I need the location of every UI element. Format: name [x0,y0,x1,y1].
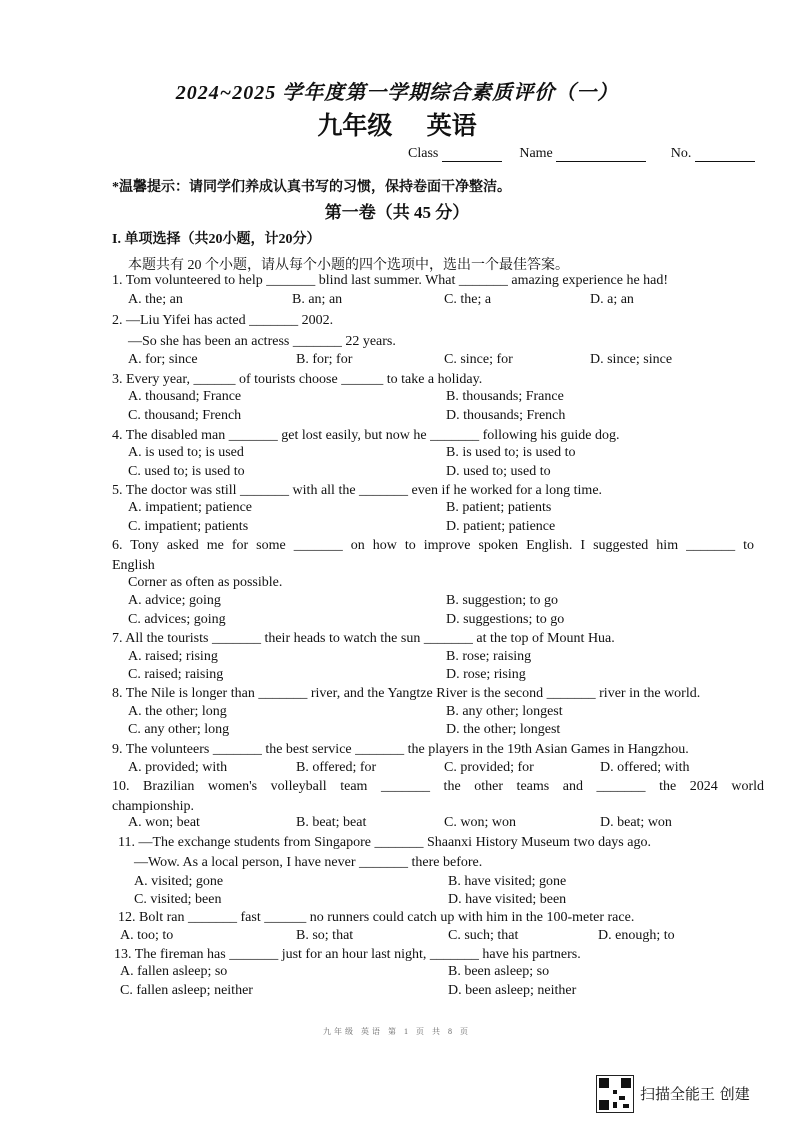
question-3-option-c[interactable]: C. thousand; French [128,408,242,423]
question-13-option-c[interactable]: C. fallen asleep; neither [120,983,253,998]
question-5-option-a[interactable]: A. impatient; patience [128,500,253,515]
qr-code-icon [596,1075,634,1113]
question-11-option-a[interactable]: A. visited; gone [134,874,224,889]
question-4-option-d[interactable]: D. used to; used to [446,464,551,479]
question-6-option-a[interactable]: A. advice; going [128,593,221,608]
question-3-option-a[interactable]: A. thousand; France [128,389,242,404]
exam-title: 2024~2025 学年度第一学期综合素质评价（一） [175,82,619,104]
question-5-stem: 5. The doctor was still _______ with all the _______ even if he worked for a long time. [112,483,603,498]
scanner-brand: 扫描全能王 创建 [640,1085,750,1103]
question-10-stem: championship. [112,799,195,814]
question-2-option-a[interactable]: A. for; since [128,352,198,367]
question-6-option-d[interactable]: D. suggestions; to go [446,612,565,627]
question-7-option-a[interactable]: A. raised; rising [128,649,218,664]
question-1-option-c[interactable]: C. the; a [444,292,492,307]
question-1-stem: 1. Tom volunteered to help _______ blind last summer. What _______ amazing experience he had! [112,273,669,288]
question-2-stem: —So she has been an actress _______ 22 years. [128,334,396,349]
question-12-option-b[interactable]: B. so; that [296,928,354,943]
question-4-option-a[interactable]: A. is used to; is used [128,445,244,460]
question-13-option-d[interactable]: D. been asleep; neither [448,983,577,998]
student-info-line [408,146,755,162]
question-12-stem: 12. Bolt ran _______ fast ______ no runners could catch up with him in the 100-meter race. [118,910,635,925]
question-5-option-d[interactable]: D. patient; patience [446,519,556,534]
question-5-option-c[interactable]: C. impatient; patients [128,519,249,534]
question-13-option-a[interactable]: A. fallen asleep; so [120,964,228,979]
name-field[interactable] [556,147,646,162]
question-12-option-a[interactable]: A. too; to [120,928,174,943]
question-2-option-b[interactable]: B. for; for [296,352,353,367]
question-11-stem: 11. —The exchange students from Singapore _______ Shaanxi History Museum two days ago. [118,835,651,850]
question-4-option-b[interactable]: B. is used to; is used to [446,445,576,460]
page-footer: 九年级 英语 第 1 页 共 8 页 [323,1027,471,1036]
question-12-option-c[interactable]: C. such; that [448,928,519,943]
number-field[interactable] [695,147,755,162]
question-2-stem: 2. —Liu Yifei has acted _______ 2002. [112,313,334,328]
question-6-option-c[interactable]: C. advices; going [128,612,226,627]
class-field[interactable] [442,147,502,162]
question-13-option-b[interactable]: B. been asleep; so [448,964,550,979]
question-11-option-b[interactable]: B. have visited; gone [448,874,567,889]
question-10-option-a[interactable]: A. won; beat [128,815,200,830]
question-10-option-d[interactable]: D. beat; won [600,815,672,830]
question-11-stem: —Wow. As a local person, I have never _______ there before. [134,855,483,870]
question-1-option-d[interactable]: D. a; an [590,292,634,307]
question-9-option-d[interactable]: D. offered; with [600,760,690,775]
question-4-option-c[interactable]: C. used to; is used to [128,464,245,479]
question-3-option-d[interactable]: D. thousands; French [446,408,566,423]
question-7-option-d[interactable]: D. rose; rising [446,667,526,682]
question-7-stem: 7. All the tourists _______ their heads to watch the sun _______ at the top of Mount Hua. [112,631,615,646]
question-9-option-b[interactable]: B. offered; for [296,760,377,775]
question-1-option-b[interactable]: B. an; an [292,292,343,307]
question-9-option-c[interactable]: C. provided; for [444,760,534,775]
question-6-stem: Corner as often as possible. [128,575,283,590]
question-6-option-b[interactable]: B. suggestion; to go [446,593,559,608]
section-intro: 本题共有 20 个小题，请从每个小题的四个选项中，选出一个最佳答案。 [128,258,569,273]
question-12-option-d[interactable]: D. enough; to [598,928,675,943]
tip-text: *温馨提示：请同学们养成认真书写的习惯，保持卷面干净整洁。 [112,180,511,195]
question-7-option-b[interactable]: B. rose; raising [446,649,532,664]
question-8-option-b[interactable]: B. any other; longest [446,704,563,719]
question-8-stem: 8. The Nile is longer than _______ river, and the Yangtze River is the second _______ river in the world. [112,686,701,701]
question-3-stem: 3. Every year, ______ of tourists choose ______ to take a holiday. [112,372,483,387]
question-13-stem: 13. The fireman has _______ just for an hour last night, _______ have his partners. [114,947,581,962]
question-11-option-d[interactable]: D. have visited; been [448,892,567,907]
question-5-option-b[interactable]: B. patient; patients [446,500,552,515]
question-11-option-c[interactable]: C. visited; been [134,892,222,907]
exam-subtitle [0,106,794,142]
question-1-option-a[interactable]: A. the; an [128,292,183,307]
subject-label: 英语 [426,113,477,140]
question-8-option-c[interactable]: C. any other; long [128,722,230,737]
question-4-stem: 4. The disabled man _______ get lost easily, but now he _______ following his guide dog. [112,428,620,443]
question-6-stem: English [112,558,155,573]
question-8-option-d[interactable]: D. the other; longest [446,722,561,737]
volume-heading: 第一卷（共 45 分） [324,203,470,222]
question-10-stem: 10. Brazilian women's volleyball team _______ the other teams and _______ the 2024 world [112,779,764,794]
question-10-option-b[interactable]: B. beat; beat [296,815,367,830]
question-9-stem: 9. The volunteers _______ the best service _______ the players in the 19th Asian Games in Hangzhou. [112,742,689,757]
section-title: I. 单项选择（共20小题，计20分） [112,232,321,247]
question-6-stem: 6. Tony asked me for some _______ on how to improve spoken English. I suggested him _______ to [112,538,754,553]
grade-label: 九年级 [317,113,393,140]
question-3-option-b[interactable]: B. thousands; France [446,389,564,404]
question-8-option-a[interactable]: A. the other; long [128,704,227,719]
question-2-option-c[interactable]: C. since; for [444,352,513,367]
question-2-option-d[interactable]: D. since; since [590,352,673,367]
number-label: No. [670,146,692,161]
class-label: Class [408,146,439,161]
question-10-option-c[interactable]: C. won; won [444,815,516,830]
name-label: Name [519,146,553,161]
question-7-option-c[interactable]: C. raised; raising [128,667,224,682]
question-9-option-a[interactable]: A. provided; with [128,760,228,775]
